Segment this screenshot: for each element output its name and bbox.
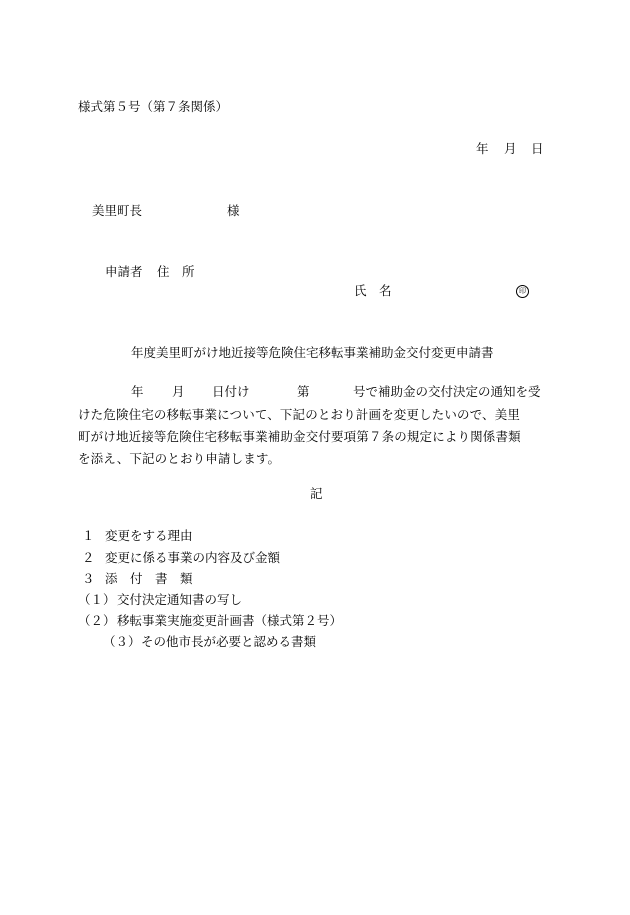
body-line-4: を添え、下記のとおり申請します。 xyxy=(78,451,281,466)
date-year-label: 年 xyxy=(476,141,489,156)
body-year: 年 xyxy=(131,384,144,399)
ki-heading: 記 xyxy=(310,486,323,501)
body-month: 月 xyxy=(172,384,185,399)
sub-item-number: （２） xyxy=(78,613,116,628)
body-line-2: けた危険住宅の移転事業について、下記のとおり計画を変更したいので、美里 xyxy=(78,407,521,422)
form-number: 様式第５号（第７条関係） xyxy=(78,99,229,114)
sub-item-text: 交付決定通知書の写し xyxy=(117,592,243,607)
sub-item-text: 移転事業実施変更計画書（様式第２号） xyxy=(117,613,343,628)
item-text: 変更をする理由 xyxy=(105,528,193,543)
address-label: 住 所 xyxy=(157,264,195,279)
seal-mark: 印 xyxy=(516,285,529,298)
applicant-label: 申請者 xyxy=(105,264,143,279)
date-month-label: 月 xyxy=(504,141,517,156)
body-dai: 第 xyxy=(297,384,310,399)
sub-item-number: （１） xyxy=(78,592,116,607)
item-text: 変更に係る事業の内容及び金額 xyxy=(105,550,281,565)
name-label: 氏 名 xyxy=(354,283,392,298)
item-number: １ xyxy=(82,528,95,543)
sub-item-text: その他市長が必要と認める書類 xyxy=(141,634,317,649)
addressee-honorific: 様 xyxy=(227,203,240,218)
date-day-label: 日 xyxy=(531,141,544,156)
sub-item-number: （３） xyxy=(103,634,141,649)
document-title: 年度美里町がけ地近接等危険住宅移転事業補助金交付変更申請書 xyxy=(131,345,494,360)
item-number: ２ xyxy=(82,550,95,565)
addressee-name: 美里町長 xyxy=(92,203,143,218)
item-number: ３ xyxy=(82,571,95,586)
item-text: 添 付 書 類 xyxy=(105,571,193,586)
body-line1-text: 号で補助金の交付決定の通知を受 xyxy=(353,384,541,399)
body-day: 日付け xyxy=(212,384,250,399)
body-line-3: 町がけ地近接等危険住宅移転事業補助金交付要項第７条の規定により関係書類 xyxy=(78,429,521,444)
